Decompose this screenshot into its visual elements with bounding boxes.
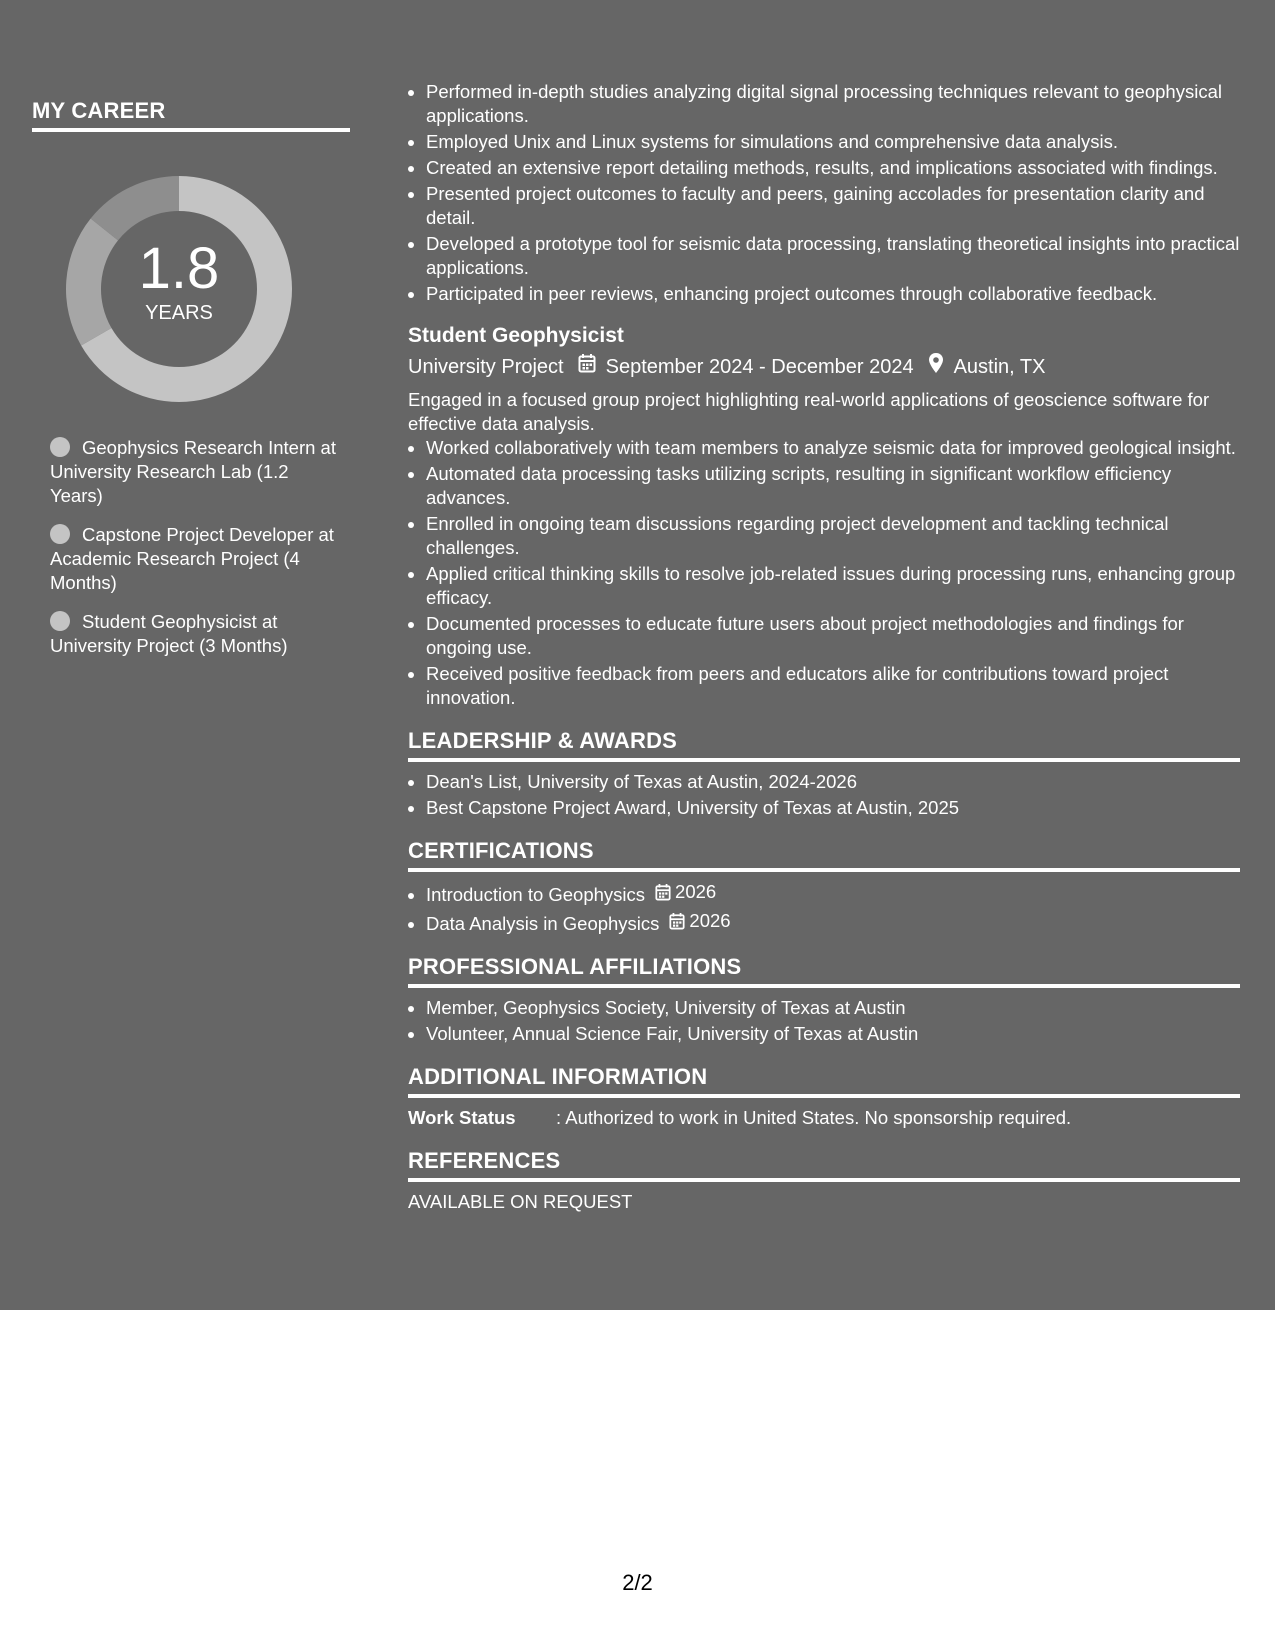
calendar-icon (655, 883, 671, 901)
list-item: • Documented processes to educate future users about project methodologies and findings for ongoing use. (426, 612, 1240, 660)
career-total-unit: YEARS (145, 302, 213, 324)
list-item: • Participated in peer reviews, enhancing project outcomes through collaborative feedback. (426, 282, 1240, 306)
page-number: 2/2 (622, 1570, 653, 1595)
job-company: University Project (408, 356, 564, 378)
job-description: Engaged in a focused group project highlighting real-world applications of geoscience software for effective data analysis. (408, 389, 1210, 434)
job-bullets (408, 436, 1240, 710)
list-item: • Applied critical thinking skills to resolve job-related issues during processing runs, enhancing group efficacy. (426, 562, 1240, 610)
job-meta (408, 352, 1240, 382)
map-pin-icon (928, 352, 944, 382)
career-donut-chart (66, 176, 292, 402)
references-title: REFERENCES (408, 1148, 1240, 1182)
cert-date: 2026 (655, 880, 716, 904)
certifications-title: CERTIFICATIONS (408, 838, 1240, 872)
job-location: Austin, TX (953, 356, 1046, 378)
job-title: Student Geophysicist (408, 324, 624, 347)
career-title: MY CAREER (32, 98, 350, 132)
list-item: • Received positive feedback from peers and educators alike for contributions toward project innovation. (426, 662, 1240, 710)
certifications-list (408, 880, 1240, 936)
career-item: Capstone Project Developer at Academic Research Project (4 Months) (50, 524, 334, 593)
cert-name: Data Analysis in Geophysics (426, 913, 660, 934)
work-status-row (408, 1106, 1240, 1130)
list-item: • Best Capstone Project Award, University of Texas at Austin, 2025 (426, 796, 1240, 820)
career-list (50, 436, 340, 673)
career-item: Geophysics Research Intern at University Research Lab (1.2 Years) (50, 437, 336, 506)
work-status-value: : Authorized to work in United States. No sponsorship required. (556, 1107, 1072, 1128)
dot-icon (50, 524, 70, 544)
list-item: • Automated data processing tasks utilizing scripts, resulting in significant workflow efficiency advances. (426, 462, 1240, 510)
list-item: • Presented project outcomes to faculty and peers, gaining accolades for presentation clarity and detail. (426, 182, 1240, 230)
career-total-value: 1.8 (138, 236, 220, 301)
list-item (426, 880, 1240, 907)
leadership-list (408, 770, 1240, 820)
list-item: • Enrolled in ongoing team discussions regarding project development and tackling technical challenges. (426, 512, 1240, 560)
dot-icon (50, 611, 70, 631)
cert-name: Introduction to Geophysics (426, 884, 646, 905)
list-item: • Developed a prototype tool for seismic data processing, translating theoretical insights into practical applications. (426, 232, 1240, 280)
previous-job-bullets (408, 80, 1240, 306)
job-dates: September 2024 - December 2024 (605, 356, 914, 378)
additional-info-title: ADDITIONAL INFORMATION (408, 1064, 1240, 1098)
calendar-icon (669, 912, 685, 930)
list-item: • Member, Geophysics Society, University of Texas at Austin (426, 996, 1240, 1020)
career-sidebar (32, 98, 350, 656)
list-item: • Worked collaboratively with team members to analyze seismic data for improved geological insight. (426, 436, 1240, 460)
affiliations-list (408, 996, 1240, 1046)
calendar-icon (578, 353, 596, 381)
cert-date: 2026 (669, 909, 730, 933)
list-item: • Performed in-depth studies analyzing digital signal processing techniques relevant to geophysical applications. (426, 80, 1240, 128)
affiliations-title: PROFESSIONAL AFFILIATIONS (408, 954, 1240, 988)
list-item: • Dean's List, University of Texas at Austin, 2024-2026 (426, 770, 1240, 794)
leadership-title: LEADERSHIP & AWARDS (408, 728, 1240, 762)
list-item: • Volunteer, Annual Science Fair, University of Texas at Austin (426, 1022, 1240, 1046)
career-item: Student Geophysicist at University Project (3 Months) (50, 611, 288, 656)
list-item (426, 909, 1240, 936)
work-status-label: Work Status (408, 1107, 516, 1128)
references-text: AVAILABLE ON REQUEST (408, 1191, 633, 1212)
list-item: • Employed Unix and Linux systems for simulations and comprehensive data analysis. (426, 130, 1240, 154)
main-content (408, 80, 1240, 1214)
list-item: • Created an extensive report detailing methods, results, and implications associated with findings. (426, 156, 1240, 180)
dot-icon (50, 437, 70, 457)
